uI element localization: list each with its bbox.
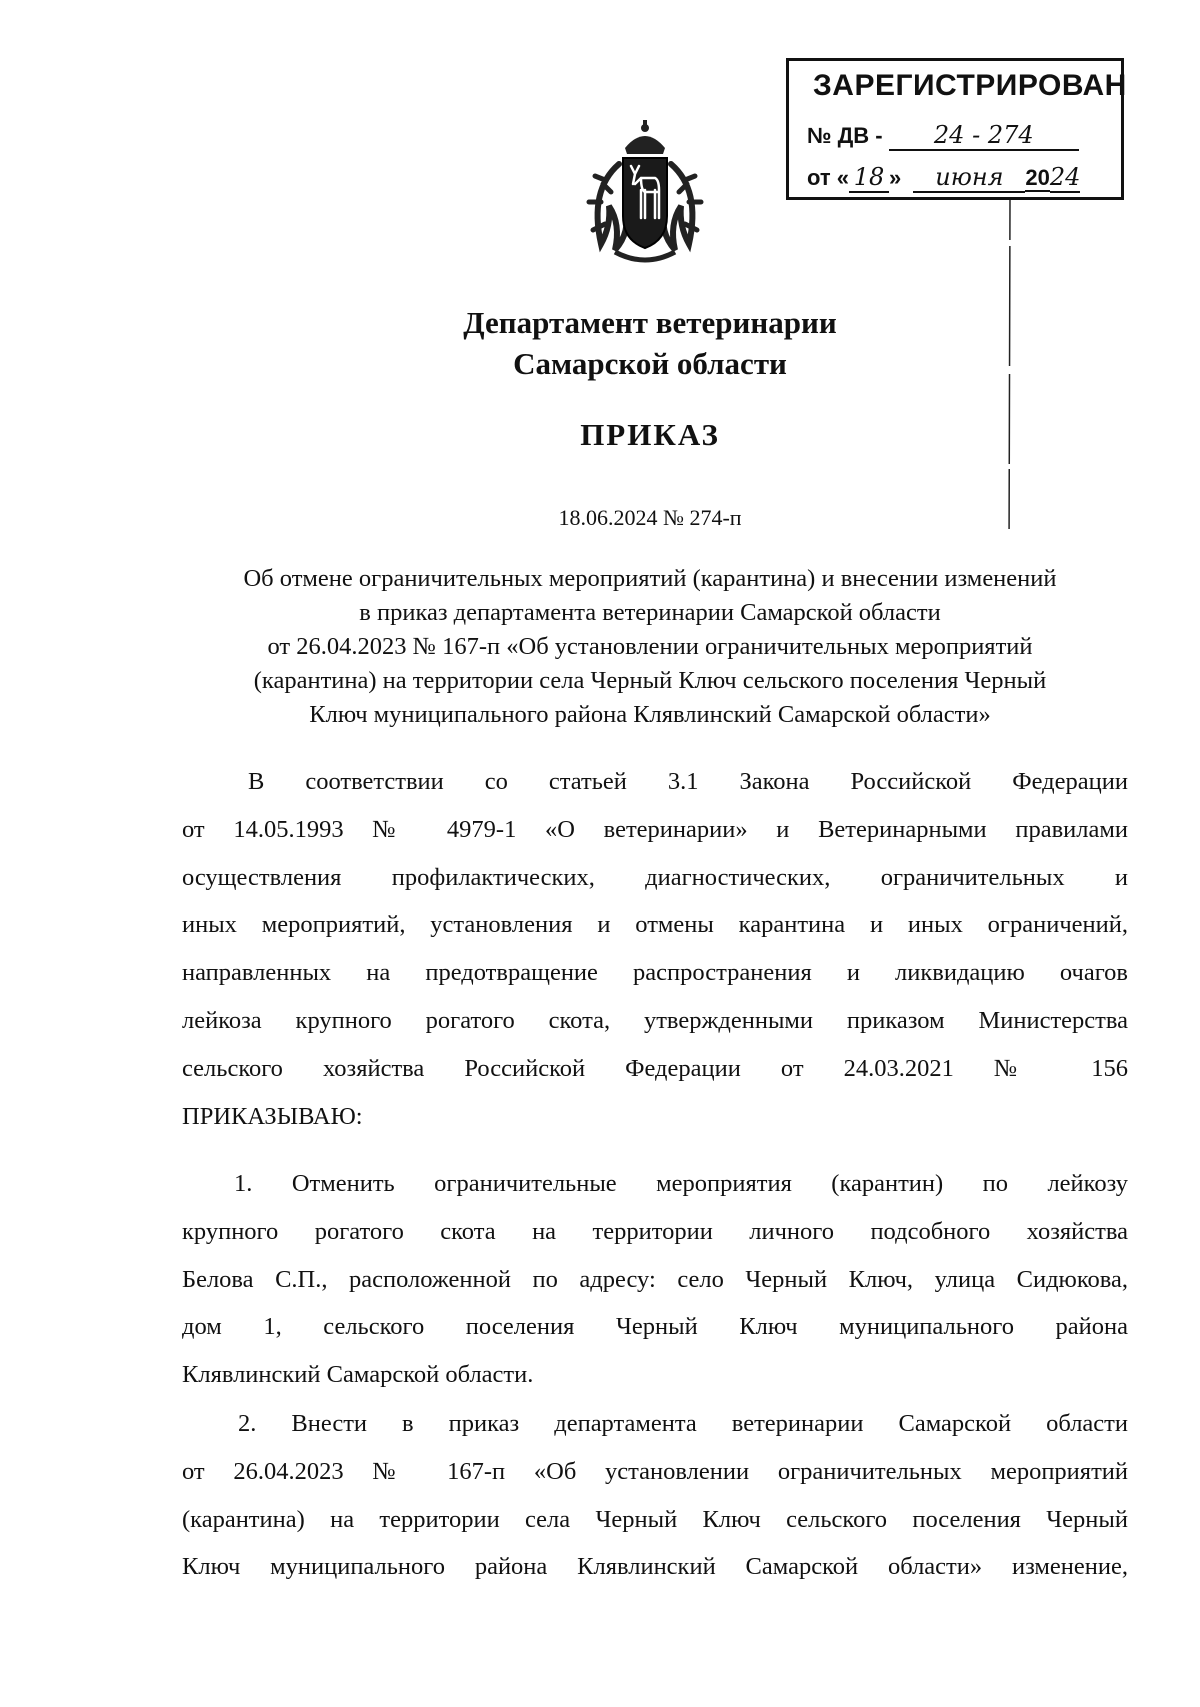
paragraph-line: от 14.05.1993 № 4979-1 «О ветеринарии» и Ветеринарными правилами — [182, 815, 1128, 843]
subject-line: от 26.04.2023 № 167-п «Об установлении ограничительных мероприятий — [267, 633, 1033, 660]
document-subject — [150, 562, 1150, 732]
paragraph-line: сельского хозяйства Российской Федерации от 24.03.2021 № 156 — [182, 1054, 1128, 1082]
paragraph-line: 2. Внести в приказ департамента ветеринарии Самарской области — [238, 1410, 1128, 1437]
paragraph-line: ПРИКАЗЫВАЮ: — [182, 1102, 363, 1130]
subject-line: Об отмене ограничительных мероприятий (карантина) и внесении изменений — [243, 565, 1057, 592]
registration-stamp — [786, 58, 1127, 200]
department-name-line1: Департамент ветеринарии — [463, 305, 837, 340]
stamp-number-handwritten: 24 - 274 — [933, 121, 1034, 149]
preamble-paragraph — [182, 758, 1128, 1133]
subject-line: (карантина) на территории села Черный Ключ сельского поселения Черный — [253, 667, 1047, 694]
stamp-date-line — [807, 163, 1080, 193]
paragraph-line: Клявлинский Самарской области. — [182, 1361, 534, 1389]
stamp-date-month: июня — [935, 163, 1004, 191]
stamp-date-sep: » — [889, 165, 902, 190]
paragraph-line: осуществления профилактических, диагностических, ограничительных и — [182, 863, 1128, 891]
stamp-number-line — [807, 121, 1079, 151]
paragraph-line: лейкоза крупного рогатого скота, утвержденными приказом Министерства — [182, 1006, 1128, 1034]
stamp-date-day: 18 — [853, 163, 885, 191]
paragraph-line: 1. Отменить ограничительные мероприятия (карантин) по лейкозу — [234, 1170, 1128, 1197]
stamp-year-suffix: 24 — [1049, 163, 1081, 191]
paragraph-line: В соответствии со статьей 3.1 Закона Российской Федерации — [248, 768, 1128, 795]
paragraph-line: Ключ муниципального района Клявлинский Самарской области» изменение, — [182, 1553, 1128, 1581]
document-type: ПРИКАЗ — [580, 417, 720, 452]
department-name-line2: Самарской области — [513, 346, 787, 381]
paragraph-line: от 26.04.2023 № 167-п «Об установлении ограничительных мероприятий — [182, 1457, 1128, 1485]
subject-line: Ключ муниципального района Клявлинский Самарской области» — [309, 701, 991, 728]
coat-of-arms-icon — [575, 120, 715, 270]
stamp-date-prefix: от « — [807, 165, 850, 190]
subject-line: в приказ департамента ветеринарии Самарской области — [359, 599, 941, 626]
paragraph-line: направленных на предотвращение распространения и ликвидацию очагов — [182, 959, 1128, 987]
paragraph-line: (карантина) на территории села Черный Ключ сельского поселения Черный — [182, 1505, 1128, 1533]
paragraph-line: Белова С.П., расположенной по адресу: село Черный Ключ, улица Сидюкова, — [182, 1265, 1128, 1293]
order-item-1 — [182, 1160, 1128, 1399]
stamp-year-prefix: 20 — [1025, 165, 1050, 190]
stamp-number-prefix: № ДВ - — [807, 123, 883, 148]
document-date-number: 18.06.2024 № 274-п — [558, 505, 742, 530]
paragraph-line: дом 1, сельского поселения Черный Ключ муниципального района — [182, 1313, 1128, 1341]
paragraph-line: иных мероприятий, установления и отмены карантина и иных ограничений, — [182, 911, 1128, 939]
stamp-title: ЗАРЕГИСТРИРОВАН — [813, 69, 1127, 102]
paragraph-line: крупного рогатого скота на территории личного подсобного хозяйства — [182, 1217, 1128, 1245]
order-item-2 — [182, 1400, 1128, 1591]
